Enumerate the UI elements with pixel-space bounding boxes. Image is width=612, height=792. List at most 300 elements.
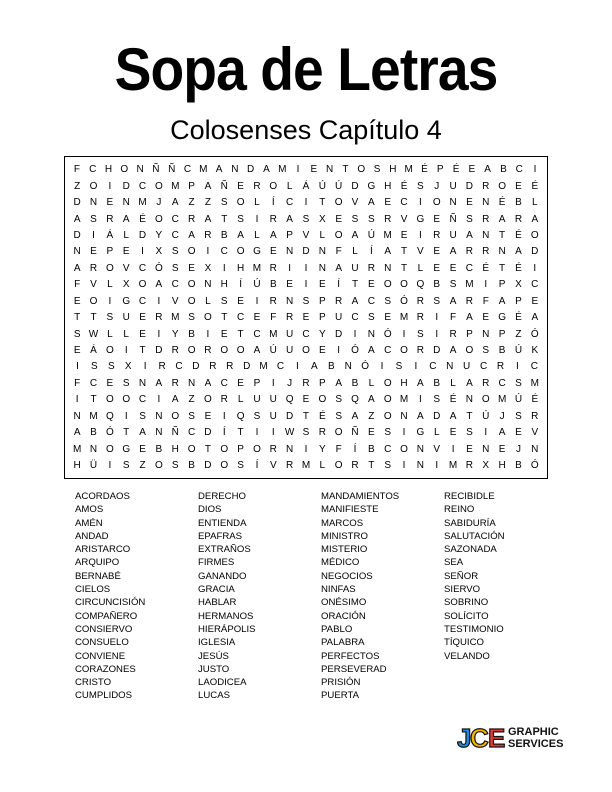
grid-letter: É xyxy=(531,180,539,192)
grid-letter: O xyxy=(357,164,366,176)
grid-row xyxy=(69,195,543,211)
grid-letter: L xyxy=(532,197,538,209)
grid-letter: C xyxy=(175,361,183,373)
word-list-item: ARISTARCO xyxy=(75,544,131,556)
grid-letter: O xyxy=(122,394,131,406)
grid-letter: C xyxy=(89,377,98,389)
grid-letter: R xyxy=(286,460,294,472)
grid-letter: T xyxy=(90,394,97,406)
grid-letter: S xyxy=(107,361,115,373)
word-list-item: SOLÍCITO xyxy=(444,610,489,622)
grid-letter: R xyxy=(465,246,474,258)
grid-letter: L xyxy=(107,279,113,291)
grid-letter: P xyxy=(466,328,473,340)
word-list-item: CIELOS xyxy=(75,584,111,596)
grid-letter: N xyxy=(482,197,490,209)
grid-letter: F xyxy=(482,295,489,307)
grid-letter: I xyxy=(353,328,357,340)
grid-letter: F xyxy=(270,312,277,324)
grid-letter: O xyxy=(383,377,392,389)
grid-letter: E xyxy=(139,328,146,340)
grid-letter: C xyxy=(253,328,261,340)
grid-letter: M xyxy=(383,229,392,241)
grid-letter: P xyxy=(318,312,326,324)
grid-letter: O xyxy=(465,345,474,357)
grid-letter: O xyxy=(334,427,343,439)
grid-letter: R xyxy=(496,361,505,373)
grid-letter: I xyxy=(435,328,439,340)
grid-letter: R xyxy=(158,361,166,373)
grid-letter: T xyxy=(90,312,97,324)
grid-letter: E xyxy=(531,295,539,307)
grid-letter: S xyxy=(433,394,441,406)
word-list-item: SEA xyxy=(444,557,464,569)
grid-letter: R xyxy=(226,361,234,373)
grid-letter: R xyxy=(106,213,114,225)
grid-letter: G xyxy=(367,180,376,192)
grid-letter: O xyxy=(187,279,196,291)
grid-letter: Í xyxy=(337,279,341,291)
grid-letter: Y xyxy=(318,443,326,455)
grid-letter: R xyxy=(204,345,212,357)
grid-letter: R xyxy=(155,312,163,324)
grid-letter: S xyxy=(449,279,457,291)
grid-letter: M xyxy=(278,164,287,176)
grid-letter: E xyxy=(269,246,277,258)
grid-letter: R xyxy=(416,345,424,357)
grid-letter: A xyxy=(498,427,506,439)
grid-letter: F xyxy=(74,279,81,291)
grid-letter: E xyxy=(237,180,244,192)
grid-letter: E xyxy=(449,427,457,439)
grid-letter: A xyxy=(351,410,359,422)
grid-letter: V xyxy=(433,443,441,455)
grid-letter: É xyxy=(139,213,146,225)
grid-letter: N xyxy=(367,328,375,340)
grid-row xyxy=(69,441,543,457)
word-list-item: CONSIERVO xyxy=(75,623,133,635)
grid-letter: D xyxy=(73,229,81,241)
grid-letter: A xyxy=(498,295,506,307)
grid-letter: S xyxy=(106,312,114,324)
grid-letter: F xyxy=(450,312,457,324)
grid-letter: V xyxy=(417,246,424,258)
grid-letter: U xyxy=(253,394,261,406)
grid-letter: S xyxy=(91,361,98,373)
grid-letter: N xyxy=(286,295,294,307)
grid-letter: C xyxy=(236,312,245,324)
grid-letter: I xyxy=(516,361,519,373)
grid-letter: S xyxy=(171,460,179,472)
grid-letter: D xyxy=(433,345,441,357)
word-list-item: TESTIMONIO xyxy=(444,623,504,635)
grid-letter: B xyxy=(188,328,195,340)
grid-letter: N xyxy=(122,197,130,209)
grid-letter: I xyxy=(304,279,308,291)
grid-letter: E xyxy=(433,246,441,258)
grid-letter: Y xyxy=(171,328,179,340)
grid-letter: H xyxy=(73,460,81,472)
grid-letter: T xyxy=(139,345,146,357)
grid-letter: Q xyxy=(105,410,114,422)
grid-letter: I xyxy=(222,262,226,274)
grid-letter: B xyxy=(351,377,359,389)
word-list-item: GRACIA xyxy=(198,584,235,596)
grid-letter: T xyxy=(499,262,506,274)
grid-letter: H xyxy=(384,180,392,192)
grid-letter: T xyxy=(221,213,228,225)
grid-letter: S xyxy=(384,295,392,307)
grid-letter: C xyxy=(384,345,392,357)
grid-letter: W xyxy=(88,328,99,340)
grid-letter: T xyxy=(499,229,506,241)
grid-letter: B xyxy=(515,197,522,209)
word-list-item: SIERVO xyxy=(444,584,481,596)
grid-letter: C xyxy=(171,279,179,291)
word-list-item: ARQUIPO xyxy=(75,557,120,569)
grid-letter: E xyxy=(253,312,261,324)
word-list-item: GANANDO xyxy=(198,570,247,582)
word-list-item: PABLO xyxy=(321,623,353,635)
word-list-item: SOBRINO xyxy=(444,597,489,609)
grid-row xyxy=(69,261,543,277)
grid-letter: A xyxy=(139,427,146,439)
grid-letter: J xyxy=(156,197,162,209)
grid-letter: E xyxy=(400,229,408,241)
word-list-item: ENTIENDA xyxy=(198,517,247,529)
grid-letter: I xyxy=(222,410,226,422)
grid-letter: X xyxy=(122,279,130,291)
grid-letter: S xyxy=(515,377,522,389)
grid-letter: C xyxy=(138,394,147,406)
grid-letter: E xyxy=(433,213,441,225)
grid-letter: Í xyxy=(222,427,226,439)
grid-letter: R xyxy=(482,180,490,192)
grid-letter: V xyxy=(351,197,359,209)
grid-letter: O xyxy=(171,410,180,422)
grid-letter: R xyxy=(209,361,217,373)
word-list-item: CONVIENE xyxy=(75,650,126,662)
grid-letter: H xyxy=(389,164,397,176)
grid-letter: L xyxy=(319,460,326,472)
grid-letter: B xyxy=(269,279,277,291)
grid-letter: N xyxy=(498,246,506,258)
grid-letter: Ú xyxy=(367,229,375,241)
grid-letter: S xyxy=(417,328,424,340)
grid-letter: Z xyxy=(204,197,211,209)
grid-letter: E xyxy=(318,279,326,291)
grid-letter: A xyxy=(253,345,261,357)
grid-letter: E xyxy=(498,443,506,455)
grid-letter: R xyxy=(286,312,294,324)
grid-letter: N xyxy=(286,443,294,455)
grid-letter: Ñ xyxy=(449,213,457,225)
grid-letter: J xyxy=(499,410,505,422)
grid-letter: Ú xyxy=(514,394,523,406)
grid-letter: M xyxy=(73,443,82,455)
grid-letter: C xyxy=(367,295,375,307)
word-list-item: MINISTRO xyxy=(321,530,368,542)
word-list-item: AMÉN xyxy=(75,517,103,529)
grid-letter: S xyxy=(220,197,228,209)
jce-graphic-services-logo xyxy=(457,723,569,751)
grid-letter: V xyxy=(302,229,310,241)
grid-letter: I xyxy=(533,262,537,274)
word-list-item: CUMPLIDOS xyxy=(75,690,133,702)
grid-letter: Ñ xyxy=(152,164,160,176)
grid-letter: O xyxy=(105,345,114,357)
grid-letter: S xyxy=(373,164,381,176)
grid-letter: U xyxy=(286,328,294,340)
grid-letter: S xyxy=(253,410,261,422)
grid-letter: I xyxy=(337,345,341,357)
grid-letter: A xyxy=(351,229,359,241)
grid-letter: D xyxy=(286,410,294,422)
grid-letter: O xyxy=(187,295,196,307)
grid-letter: N xyxy=(384,262,392,274)
grid-letter: S xyxy=(122,377,130,389)
grid-letter: O xyxy=(187,345,196,357)
grid-letter: I xyxy=(124,410,128,422)
grid-letter: Í xyxy=(353,443,357,455)
grid-letter: C xyxy=(138,295,147,307)
grid-letter: Ñ xyxy=(168,164,176,176)
word-list-item: PALABRA xyxy=(321,637,365,649)
grid-letter: V xyxy=(400,213,408,225)
grid-letter: É xyxy=(318,410,326,422)
grid-letter: E xyxy=(449,262,457,274)
grid-letter: D xyxy=(465,180,474,192)
grid-letter: M xyxy=(199,164,208,176)
grid-letter: A xyxy=(155,377,163,389)
grid-letter: A xyxy=(269,229,277,241)
word-list-item: RECIBIDLE xyxy=(444,491,495,502)
grid-letter: C xyxy=(220,246,228,258)
grid-row xyxy=(69,244,543,260)
grid-letter: M xyxy=(404,164,413,176)
word-list xyxy=(0,490,612,710)
grid-letter: M xyxy=(269,328,278,340)
grid-letter: O xyxy=(204,312,212,324)
grid-letter: C xyxy=(515,164,523,176)
word-list-item: SAZONADA xyxy=(444,544,497,556)
grid-letter: A xyxy=(531,312,539,324)
word-list-item: ANDAD xyxy=(75,530,109,542)
grid-letter: R xyxy=(318,427,326,439)
grid-letter: V xyxy=(269,460,277,472)
grid-letter: O xyxy=(105,443,114,455)
grid-letter: S xyxy=(395,361,403,373)
grid-letter: E xyxy=(188,262,195,274)
word-list-item: PUERTA xyxy=(321,690,360,702)
grid-letter: M xyxy=(530,377,539,389)
word-list-item: SABIDURÍA xyxy=(444,517,496,529)
grid-letter: I xyxy=(419,229,422,241)
grid-letter: B xyxy=(90,427,97,439)
grid-letter: O xyxy=(120,164,129,176)
grid-letter: Y xyxy=(318,328,326,340)
grid-letter: A xyxy=(449,246,457,258)
grid-letter: Q xyxy=(351,394,359,406)
grid-letter: H xyxy=(104,164,113,176)
grid-letter: I xyxy=(451,443,455,455)
grid-letter: O xyxy=(400,279,408,291)
grid-letter: L xyxy=(123,229,129,241)
word-list-item: COMPAÑERO xyxy=(75,610,138,622)
grid-letter: O xyxy=(155,180,163,192)
grid-letter: O xyxy=(204,394,212,406)
grid-letter: L xyxy=(107,328,113,340)
grid-letter: O xyxy=(334,229,343,241)
grid-letter: E xyxy=(515,427,522,439)
grid-letter: Z xyxy=(368,410,375,422)
grid-letter: M xyxy=(399,394,409,406)
grid-row xyxy=(69,211,543,227)
grid-letter: R xyxy=(482,246,490,258)
grid-row xyxy=(69,178,543,194)
grid-letter: O xyxy=(220,345,229,357)
grid-letter: A xyxy=(368,345,375,357)
grid-letter: A xyxy=(466,312,473,324)
grid-letter: E xyxy=(335,213,342,225)
word-list-item: LUCAS xyxy=(198,690,230,702)
word-list-item: HERMANOS xyxy=(198,610,254,622)
grid-letter: I xyxy=(108,180,112,192)
grid-letter: V xyxy=(122,262,130,274)
grid-letter: A xyxy=(215,164,223,176)
grid-letter: B xyxy=(188,460,195,472)
grid-letter: Ú xyxy=(269,345,277,357)
grid-letter: É xyxy=(400,180,408,192)
grid-row xyxy=(69,162,543,178)
grid-letter: S xyxy=(368,312,375,324)
grid-letter: Y xyxy=(155,229,163,241)
grid-letter: J xyxy=(434,180,440,192)
grid-letter: E xyxy=(433,262,441,274)
grid-letter: P xyxy=(318,295,326,307)
grid-letter: D xyxy=(155,345,163,357)
grid-letter: Q xyxy=(285,394,294,406)
grid-letter: E xyxy=(237,377,244,389)
word-list-item: PRISIÓN xyxy=(321,677,361,689)
grid-letter: É xyxy=(515,229,522,241)
word-list-item: MANDAMIENTOS xyxy=(321,491,400,502)
grid-letter: C xyxy=(479,361,488,373)
grid-row xyxy=(69,326,543,342)
grid-letter: O xyxy=(383,279,392,291)
grid-letter: E xyxy=(73,345,81,357)
grid-letter: Ú xyxy=(514,345,523,357)
word-list-item: HIERÁPOLIS xyxy=(198,623,256,635)
grid-letter: R xyxy=(302,377,310,389)
word-list-item: REINO xyxy=(444,504,475,516)
grid-letter: E xyxy=(368,279,375,291)
grid-letter: Ñ xyxy=(351,427,359,439)
grid-letter: A xyxy=(384,246,392,258)
grid-letter: É xyxy=(515,312,522,324)
grid-letter: É xyxy=(449,394,457,406)
grid-letter: I xyxy=(435,312,439,324)
grid-letter: O xyxy=(400,345,408,357)
grid-letter: T xyxy=(400,262,408,274)
grid-letter: S xyxy=(335,394,342,406)
grid-letter: D xyxy=(335,328,343,340)
grid-letter: A xyxy=(204,213,212,225)
grid-letter: O xyxy=(155,213,163,225)
grid-letter: Q xyxy=(236,410,245,422)
word-list-item: MÉDICO xyxy=(321,557,360,569)
grid-letter: A xyxy=(122,213,130,225)
word-list-column-2 xyxy=(198,490,256,703)
grid-letter: P xyxy=(106,246,114,258)
grid-letter: Ú xyxy=(318,180,326,192)
grid-letter: T xyxy=(466,410,473,422)
grid-letter: L xyxy=(254,197,260,209)
grid-letter: A xyxy=(73,213,81,225)
grid-letter: E xyxy=(302,394,310,406)
grid-letter: B xyxy=(368,443,375,455)
grid-letter: U xyxy=(335,312,343,324)
grid-letter: R xyxy=(384,213,392,225)
grid-letter: O xyxy=(530,229,539,241)
grid-letter: T xyxy=(342,164,349,176)
grid-letter: X xyxy=(515,279,522,291)
grid-letter: Ñ xyxy=(220,180,228,192)
grid-letter: N xyxy=(344,361,352,373)
grid-letter: S xyxy=(466,213,473,225)
grid-letter: A xyxy=(204,377,212,389)
grid-letter: I xyxy=(533,164,537,176)
grid-letter: L xyxy=(352,246,358,258)
grid-letter: X xyxy=(155,246,163,258)
grid-letter: U xyxy=(122,312,130,324)
grid-letter: S xyxy=(139,410,146,422)
grid-letter: S xyxy=(433,295,441,307)
grid-letter: X xyxy=(318,213,326,225)
page-title: Sopa de Letras xyxy=(114,36,498,103)
grid-letter: O xyxy=(302,345,310,357)
grid-letter: G xyxy=(253,246,261,258)
grid-letter: N xyxy=(400,410,408,422)
grid-letter: R xyxy=(269,213,277,225)
grid-letter: E xyxy=(220,328,228,340)
grid-letter: É xyxy=(421,164,428,176)
grid-letter: O xyxy=(220,460,229,472)
grid-letter: A xyxy=(368,197,375,209)
word-list-item: JESÚS xyxy=(198,650,229,662)
grid-letter: O xyxy=(334,460,343,472)
grid-letter: D xyxy=(138,229,147,241)
grid-letter: S xyxy=(515,410,522,422)
grid-letter: É xyxy=(482,262,490,274)
grid-letter: Á xyxy=(90,345,97,357)
grid-letter: B xyxy=(327,361,335,373)
grid-letter: Í xyxy=(369,246,373,258)
word-list-item: FIRMES xyxy=(198,557,235,569)
grid-letter: A xyxy=(188,229,195,241)
word-list-item: MANIFIESTE xyxy=(321,504,379,516)
grid-letter: N xyxy=(416,460,424,472)
grid-letter: E xyxy=(515,180,522,192)
grid-letter: N xyxy=(138,377,147,389)
grid-letter: D xyxy=(433,410,441,422)
word-list-item: PERSEVERAD xyxy=(321,663,387,675)
grid-letter: S xyxy=(237,460,244,472)
grid-letter: S xyxy=(466,427,473,439)
grid-letter: R xyxy=(204,229,212,241)
grid-row xyxy=(69,425,543,441)
grid-letter: O xyxy=(253,443,261,455)
